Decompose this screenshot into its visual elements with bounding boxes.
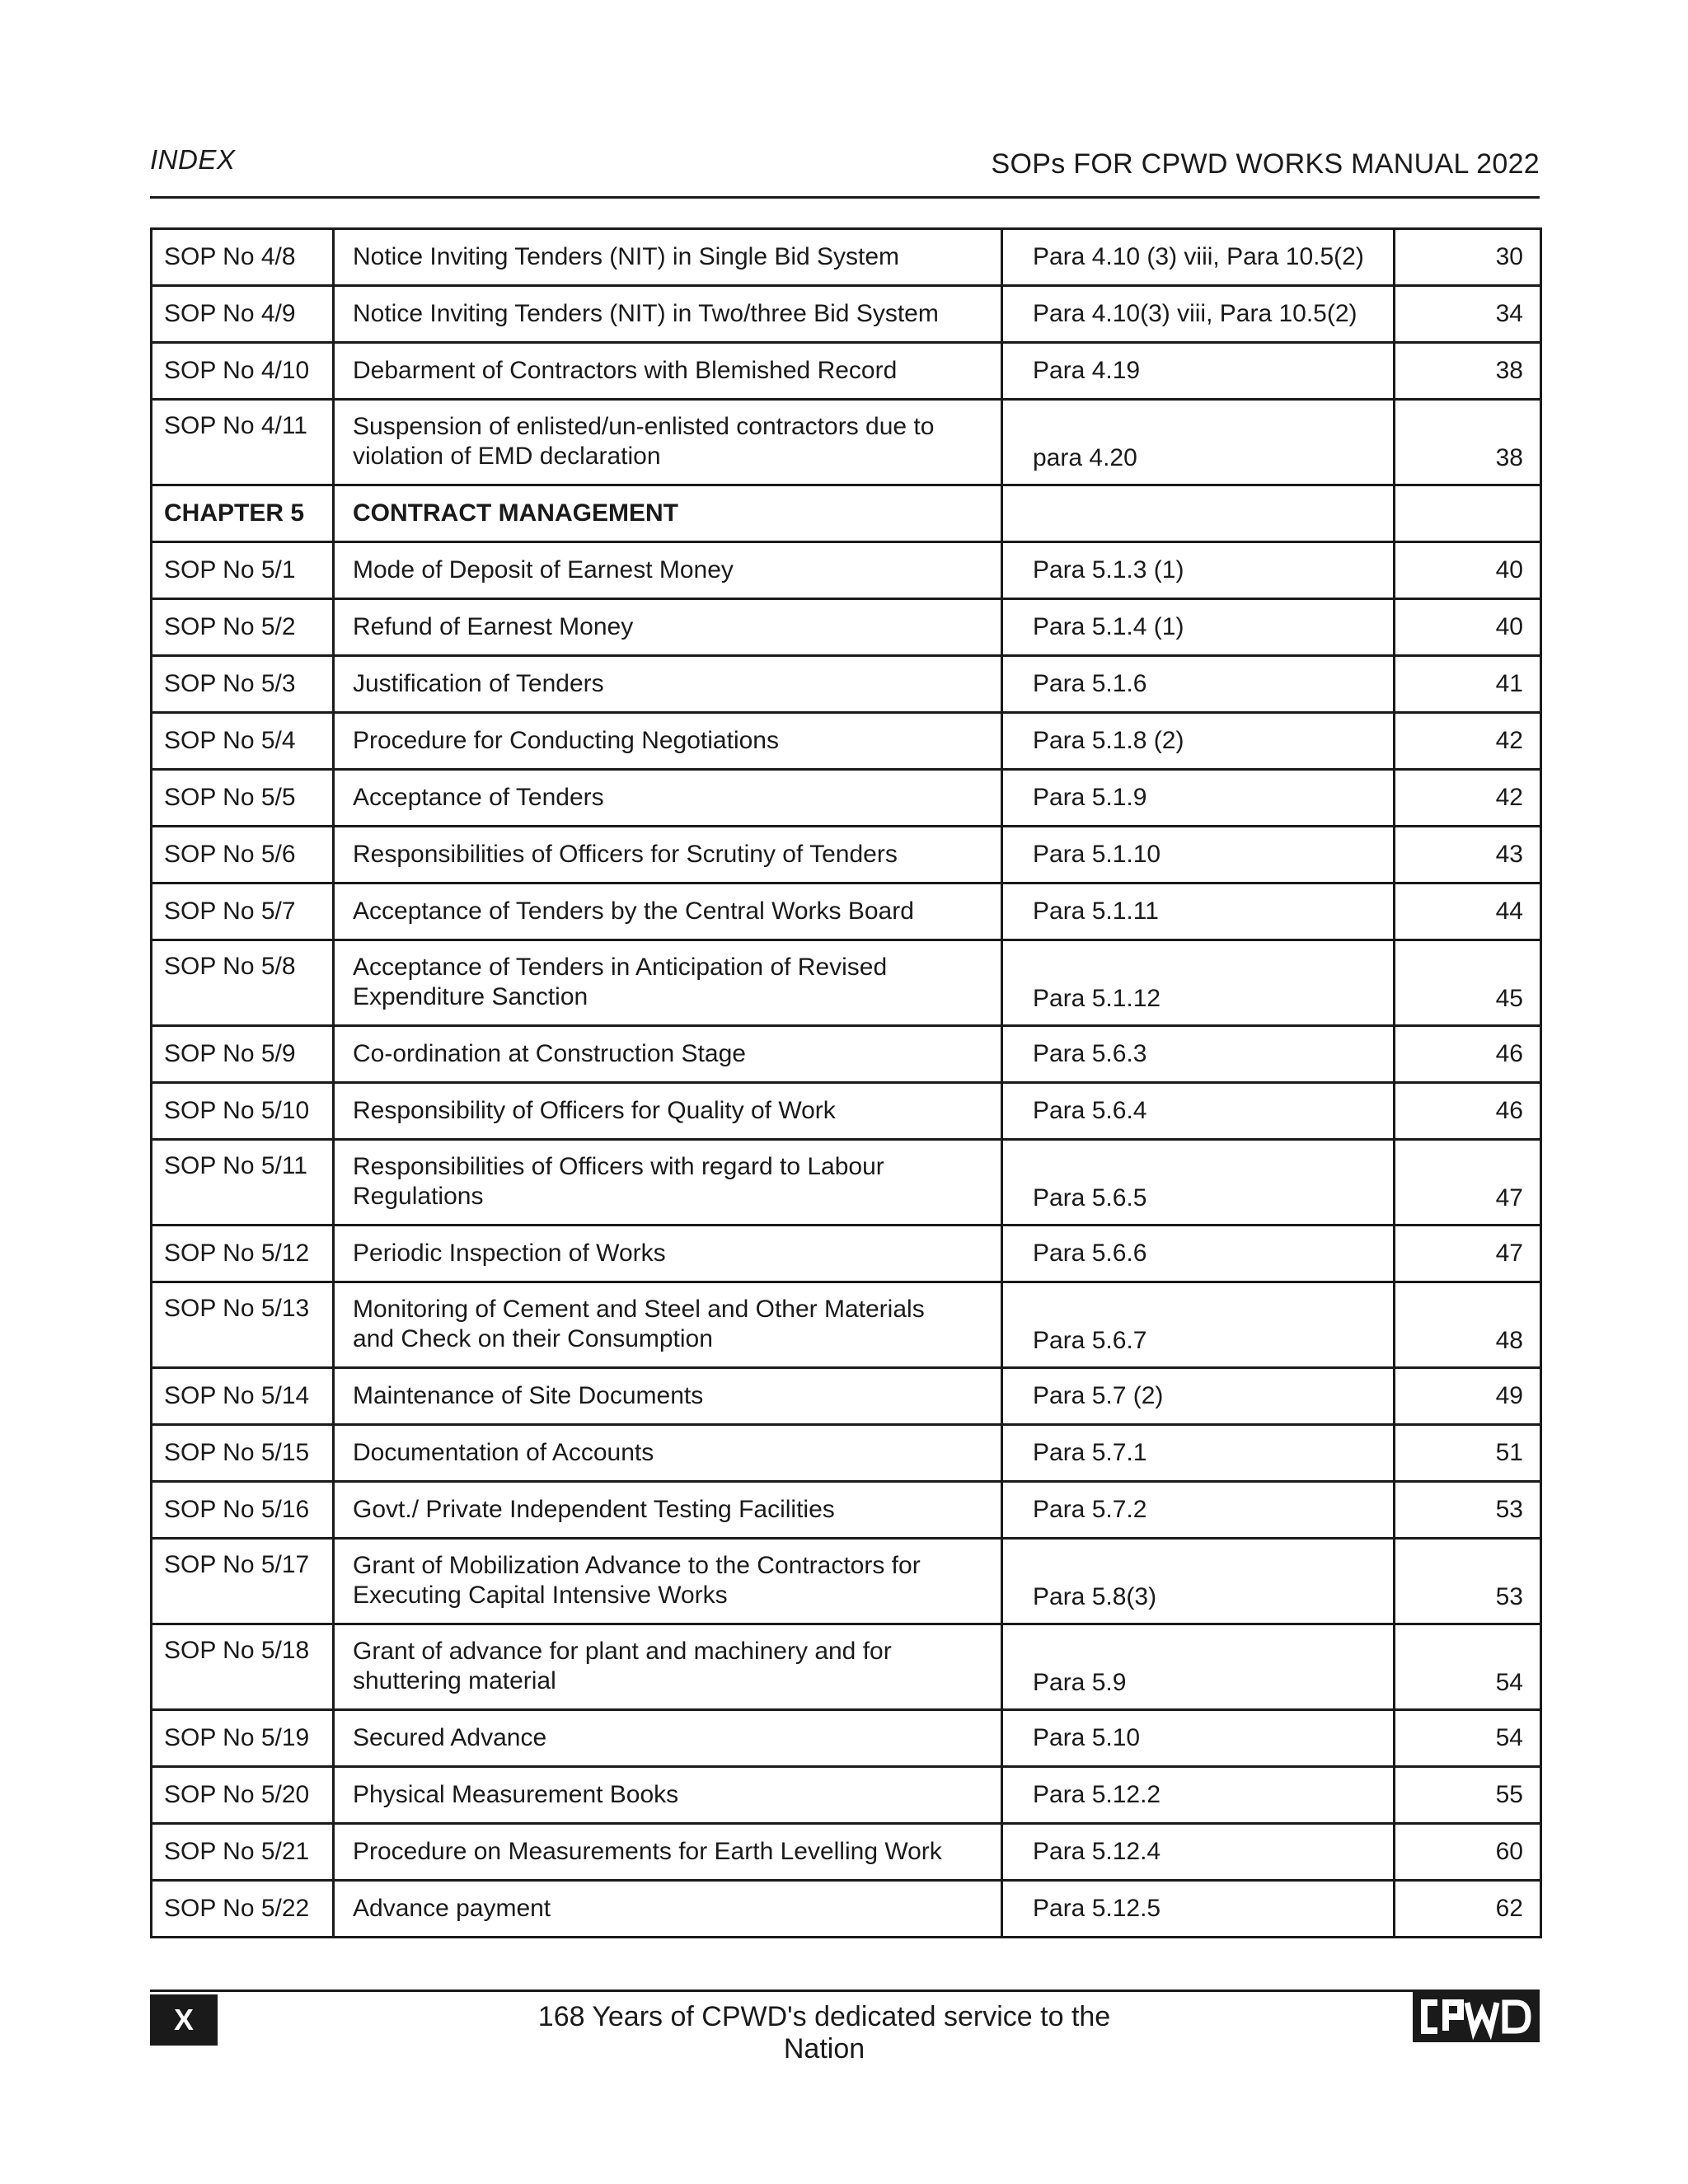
sop-number: SOP No 4/8 <box>152 229 334 286</box>
sop-title-line: Grant of advance for plant and machinery and for <box>353 1638 892 1665</box>
header-document-title: SOPs FOR CPWD WORKS MANUAL 2022 <box>991 148 1540 180</box>
sop-title-line: Co-ordination at Construction Stage <box>353 1040 746 1067</box>
para-reference: para 4.20 <box>1002 400 1395 485</box>
table-row <box>152 827 1541 883</box>
sop-title-line: shuttering material <box>353 1667 556 1694</box>
sop-title <box>334 542 1002 599</box>
table-row <box>152 713 1541 770</box>
table-row <box>152 1425 1541 1482</box>
sop-title <box>334 1881 1002 1938</box>
sop-title-line: violation of EMD declaration <box>353 443 661 470</box>
sop-title <box>334 1425 1002 1482</box>
sop-number: SOP No 5/16 <box>152 1482 334 1539</box>
page-reference: 34 <box>1395 286 1541 343</box>
page-reference <box>1395 485 1541 542</box>
sop-title-line: Suspension of enlisted/un-enlisted contractors due to <box>353 413 935 440</box>
sop-title <box>334 827 1002 883</box>
sop-title-line: Expenditure Sanction <box>353 983 588 1010</box>
sop-title <box>334 1282 1002 1368</box>
page-reference: 44 <box>1395 883 1541 940</box>
para-reference: Para 5.6.5 <box>1002 1140 1395 1226</box>
sop-number: SOP No 5/10 <box>152 1083 334 1140</box>
table-row <box>152 1226 1541 1282</box>
sop-number: SOP No 5/11 <box>152 1140 334 1226</box>
sop-number: SOP No 5/21 <box>152 1824 334 1881</box>
sop-title <box>334 1624 1002 1710</box>
sop-title <box>334 1368 1002 1425</box>
table-row <box>152 1083 1541 1140</box>
sop-title <box>334 713 1002 770</box>
footer-divider <box>150 1990 1540 1992</box>
sop-title <box>334 343 1002 400</box>
cpwd-logo <box>1413 1991 1540 2042</box>
sop-title <box>334 656 1002 713</box>
chapter-heading-row <box>152 485 1541 542</box>
index-table <box>150 227 1542 1938</box>
table-row <box>152 1710 1541 1767</box>
para-reference: Para 5.6.6 <box>1002 1226 1395 1282</box>
para-reference: Para 5.9 <box>1002 1624 1395 1710</box>
page-reference: 53 <box>1395 1539 1541 1624</box>
page-reference: 38 <box>1395 343 1541 400</box>
sop-title-line: Procedure for Conducting Negotiations <box>353 727 779 754</box>
page-reference: 42 <box>1395 713 1541 770</box>
sop-number: SOP No 5/22 <box>152 1881 334 1938</box>
sop-title-line: Govt./ Private Independent Testing Facilities <box>353 1496 835 1523</box>
sop-title <box>334 770 1002 827</box>
sop-title-line: Debarment of Contractors with Blemished Record <box>353 357 898 384</box>
sop-number: SOP No 5/14 <box>152 1368 334 1425</box>
para-reference: Para 5.6.3 <box>1002 1026 1395 1083</box>
page-reference: 47 <box>1395 1140 1541 1226</box>
para-reference: Para 5.1.11 <box>1002 883 1395 940</box>
sop-title <box>334 400 1002 485</box>
sop-title-line: Documentation of Accounts <box>353 1439 654 1466</box>
table-row <box>152 1140 1541 1226</box>
sop-number: SOP No 5/13 <box>152 1282 334 1368</box>
sop-title-line: Maintenance of Site Documents <box>353 1382 704 1409</box>
sop-title-line: Periodic Inspection of Works <box>353 1240 666 1267</box>
page-reference: 38 <box>1395 400 1541 485</box>
para-reference: Para 5.1.9 <box>1002 770 1395 827</box>
table-row <box>152 229 1541 286</box>
page-reference: 47 <box>1395 1226 1541 1282</box>
page-reference: 46 <box>1395 1083 1541 1140</box>
sop-title-line: Responsibilities of Officers with regard to Labour <box>353 1153 884 1180</box>
table-row <box>152 400 1541 485</box>
table-row <box>152 656 1541 713</box>
sop-title-line: and Check on their Consumption <box>353 1325 713 1352</box>
table-row <box>152 883 1541 940</box>
sop-number: SOP No 5/3 <box>152 656 334 713</box>
sop-title-line: Justification of Tenders <box>353 670 604 697</box>
table-row <box>152 940 1541 1026</box>
table-row <box>152 542 1541 599</box>
page-reference: 60 <box>1395 1824 1541 1881</box>
table-row <box>152 286 1541 343</box>
table-row <box>152 1624 1541 1710</box>
para-reference: Para 5.12.5 <box>1002 1881 1395 1938</box>
para-reference: Para 5.1.10 <box>1002 827 1395 883</box>
para-reference: Para 5.6.7 <box>1002 1282 1395 1368</box>
para-reference: Para 5.7.1 <box>1002 1425 1395 1482</box>
sop-number: SOP No 5/7 <box>152 883 334 940</box>
sop-title-line: Secured Advance <box>353 1724 547 1751</box>
table-row <box>152 770 1541 827</box>
sop-number: SOP No 5/20 <box>152 1767 334 1824</box>
table-row <box>152 1881 1541 1938</box>
sop-title <box>334 1026 1002 1083</box>
sop-number: SOP No 5/15 <box>152 1425 334 1482</box>
page-reference: 42 <box>1395 770 1541 827</box>
table-row <box>152 343 1541 400</box>
sop-number: SOP No 5/5 <box>152 770 334 827</box>
sop-number: SOP No 5/1 <box>152 542 334 599</box>
table-row <box>152 1767 1541 1824</box>
sop-title-line: Acceptance of Tenders in Anticipation of Revised <box>353 954 888 981</box>
page-reference: 54 <box>1395 1710 1541 1767</box>
page-reference: 43 <box>1395 827 1541 883</box>
para-reference: Para 4.19 <box>1002 343 1395 400</box>
table-row <box>152 1282 1541 1368</box>
index-table-body <box>152 229 1541 1938</box>
sop-title <box>334 286 1002 343</box>
para-reference: Para 5.7.2 <box>1002 1482 1395 1539</box>
sop-number: SOP No 5/17 <box>152 1539 334 1624</box>
table-row <box>152 1482 1541 1539</box>
sop-title-line: Monitoring of Cement and Steel and Other Materials <box>353 1296 925 1323</box>
page-number: X <box>150 1994 218 2046</box>
sop-number: SOP No 4/9 <box>152 286 334 343</box>
sop-title <box>334 1226 1002 1282</box>
page-reference: 62 <box>1395 1881 1541 1938</box>
sop-title-line: Physical Measurement Books <box>353 1781 679 1808</box>
sop-title <box>334 883 1002 940</box>
sop-title <box>334 1083 1002 1140</box>
para-reference: Para 5.10 <box>1002 1710 1395 1767</box>
page-reference: 55 <box>1395 1767 1541 1824</box>
table-row <box>152 1026 1541 1083</box>
sop-title-line: CONTRACT MANAGEMENT <box>353 499 678 527</box>
table-row <box>152 599 1541 656</box>
sop-title <box>334 229 1002 286</box>
sop-number: SOP No 5/6 <box>152 827 334 883</box>
para-reference: Para 5.8(3) <box>1002 1539 1395 1624</box>
header-section-title: INDEX <box>150 144 236 175</box>
sop-title-line: Notice Inviting Tenders (NIT) in Two/three Bid System <box>353 300 939 327</box>
sop-number: SOP No 5/8 <box>152 940 334 1026</box>
sop-title-line: Notice Inviting Tenders (NIT) in Single Bid System <box>353 243 900 270</box>
para-reference: Para 5.1.12 <box>1002 940 1395 1026</box>
sop-number: SOP No 5/12 <box>152 1226 334 1282</box>
sop-title <box>334 1824 1002 1881</box>
para-reference: Para 5.1.4 (1) <box>1002 599 1395 656</box>
footer-tagline: 168 Years of CPWD's dedicated service to the Nation <box>537 2001 1111 2064</box>
sop-title-line: Responsibility of Officers for Quality of Work <box>353 1097 836 1124</box>
sop-title-line: Grant of Mobilization Advance to the Contractors for <box>353 1552 921 1579</box>
sop-number: SOP No 4/10 <box>152 343 334 400</box>
table-row <box>152 1539 1541 1624</box>
para-reference <box>1002 485 1395 542</box>
page-reference: 48 <box>1395 1282 1541 1368</box>
sop-title-line: Advance payment <box>353 1895 551 1922</box>
chapter-label: CHAPTER 5 <box>152 485 334 542</box>
sop-number: SOP No 5/18 <box>152 1624 334 1710</box>
sop-title-line: Regulations <box>353 1183 484 1210</box>
sop-title-line: Procedure on Measurements for Earth Levelling Work <box>353 1838 942 1865</box>
para-reference: Para 4.10 (3) viii, Para 10.5(2) <box>1002 229 1395 286</box>
sop-title <box>334 1539 1002 1624</box>
para-reference: Para 5.6.4 <box>1002 1083 1395 1140</box>
table-row <box>152 1824 1541 1881</box>
para-reference: Para 5.1.8 (2) <box>1002 713 1395 770</box>
sop-title-line: Mode of Deposit of Earnest Money <box>353 556 734 583</box>
sop-title-line: Responsibilities of Officers for Scrutiny of Tenders <box>353 841 898 868</box>
table-row <box>152 1368 1541 1425</box>
sop-title <box>334 940 1002 1026</box>
para-reference: Para 5.7 (2) <box>1002 1368 1395 1425</box>
para-reference: Para 4.10(3) viii, Para 10.5(2) <box>1002 286 1395 343</box>
para-reference: Para 5.12.2 <box>1002 1767 1395 1824</box>
sop-number: SOP No 4/11 <box>152 400 334 485</box>
sop-title <box>334 1482 1002 1539</box>
sop-title-line: Acceptance of Tenders <box>353 784 604 811</box>
sop-title-line: Refund of Earnest Money <box>353 613 634 640</box>
page-reference: 40 <box>1395 599 1541 656</box>
chapter-title <box>334 485 1002 542</box>
page-reference: 46 <box>1395 1026 1541 1083</box>
sop-number: SOP No 5/2 <box>152 599 334 656</box>
page-reference: 51 <box>1395 1425 1541 1482</box>
header-divider <box>150 196 1540 199</box>
para-reference: Para 5.1.3 (1) <box>1002 542 1395 599</box>
sop-title <box>334 1140 1002 1226</box>
page-reference: 45 <box>1395 940 1541 1026</box>
page-reference: 30 <box>1395 229 1541 286</box>
sop-number: SOP No 5/9 <box>152 1026 334 1083</box>
sop-title-line: Executing Capital Intensive Works <box>353 1582 728 1609</box>
sop-number: SOP No 5/4 <box>152 713 334 770</box>
para-reference: Para 5.1.6 <box>1002 656 1395 713</box>
sop-title <box>334 599 1002 656</box>
page-reference: 49 <box>1395 1368 1541 1425</box>
page-reference: 53 <box>1395 1482 1541 1539</box>
page-reference: 40 <box>1395 542 1541 599</box>
para-reference: Para 5.12.4 <box>1002 1824 1395 1881</box>
sop-title-line: Acceptance of Tenders by the Central Works Board <box>353 898 914 925</box>
sop-number: SOP No 5/19 <box>152 1710 334 1767</box>
sop-title <box>334 1710 1002 1767</box>
page-reference: 54 <box>1395 1624 1541 1710</box>
page-reference: 41 <box>1395 656 1541 713</box>
sop-title <box>334 1767 1002 1824</box>
